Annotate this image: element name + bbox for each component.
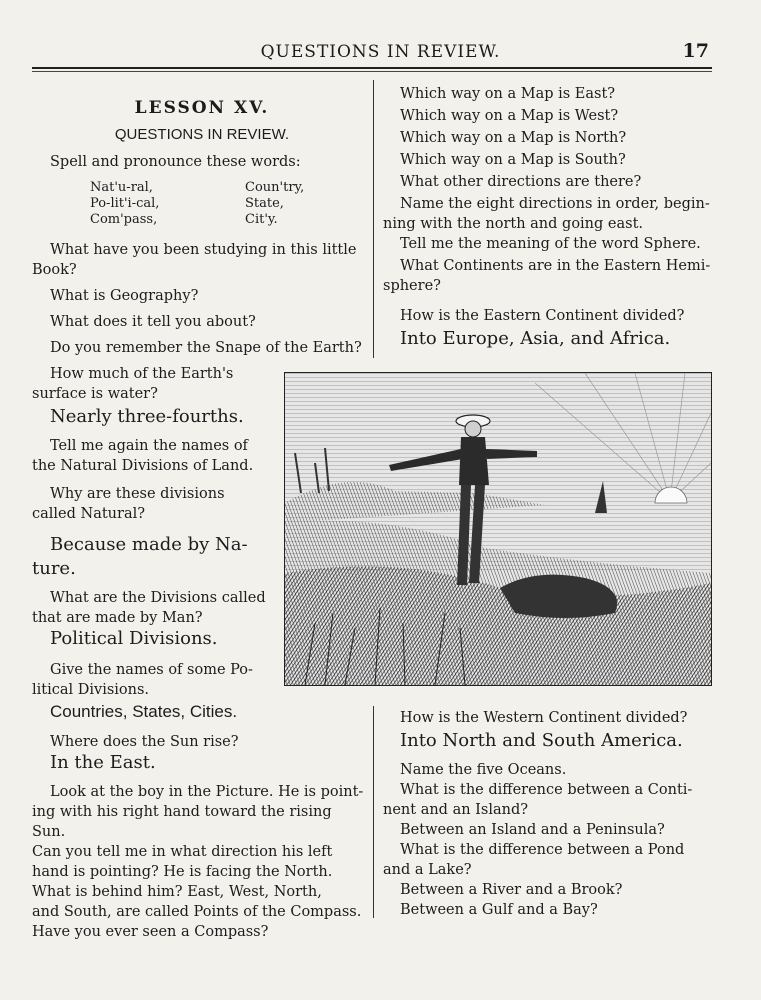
- question: What is the difference between a Pond: [400, 842, 685, 858]
- question: Where does the Sun rise?: [50, 734, 239, 750]
- question: What does it tell you about?: [50, 314, 256, 330]
- word-list-1: [90, 180, 159, 228]
- question: How much of the Earth's: [50, 366, 234, 382]
- running-title: QUESTIONS IN REVIEW.: [260, 42, 501, 62]
- paragraph-line: Have you ever seen a Compass?: [32, 924, 269, 940]
- page-number: 17: [682, 40, 709, 62]
- question: What other directions are there?: [400, 174, 642, 190]
- header-rule-thin: [32, 71, 712, 72]
- question: Which way on a Map is East?: [400, 86, 616, 102]
- question: Between an Island and a Peninsula?: [400, 822, 665, 838]
- column-divider: [373, 706, 374, 918]
- question: What Continents are in the Eastern Hemi-: [400, 258, 711, 274]
- question: Give the names of some Po-: [50, 662, 253, 678]
- question: Which way on a Map is North?: [400, 130, 627, 146]
- question: Which way on a Map is South?: [400, 152, 626, 168]
- question: litical Divisions.: [32, 682, 150, 698]
- question: Do you remember the Snape of the Earth?: [50, 340, 362, 356]
- lesson-subheading: QUESTIONS IN REVIEW.: [114, 126, 290, 143]
- question: Book?: [32, 262, 77, 278]
- question: Name the five Oceans.: [400, 762, 567, 778]
- question: Which way on a Map is West?: [400, 108, 619, 124]
- question: What is the difference between a Conti-: [400, 782, 693, 798]
- word-list-2: [245, 180, 304, 228]
- word: State,: [245, 196, 284, 211]
- boy-at-seashore-illustration: [284, 372, 712, 686]
- question: surface is water?: [32, 386, 158, 402]
- question: sphere?: [383, 278, 441, 294]
- word: Coun'try,: [245, 180, 305, 195]
- picture-paragraph: [32, 782, 364, 942]
- paragraph-line: What is behind him? East, West, North,: [32, 884, 322, 900]
- answer: Into North and South America.: [400, 730, 683, 751]
- paragraph-line: hand is pointing? He is facing the North.: [32, 864, 333, 880]
- word: Po-lit'i-cal,: [90, 196, 160, 211]
- answer: ture.: [32, 558, 76, 579]
- question: Between a Gulf and a Bay?: [400, 902, 598, 918]
- question: called Natural?: [32, 506, 145, 522]
- question: What is Geography?: [50, 288, 199, 304]
- question: nent and an Island?: [383, 802, 529, 818]
- question: Between a River and a Brook?: [400, 882, 623, 898]
- word: Com'pass,: [90, 212, 158, 227]
- question: ning with the north and going east.: [383, 216, 644, 232]
- question: What are the Divisions called: [50, 590, 266, 606]
- paragraph-line: Look at the boy in the Picture. He is point-: [50, 784, 364, 800]
- lesson-heading: LESSON XV.: [134, 98, 270, 118]
- paragraph-line: Can you tell me in what direction his left: [32, 844, 333, 860]
- answer: Because made by Na-: [50, 534, 248, 555]
- answer: Into Europe, Asia, and Africa.: [400, 328, 671, 349]
- question: How is the Western Continent divided?: [400, 710, 688, 726]
- answer: Countries, States, Cities.: [50, 702, 238, 721]
- header-rule: [32, 67, 712, 69]
- engraving: [285, 373, 711, 685]
- answer: Nearly three-fourths.: [50, 406, 244, 427]
- paragraph-line: and South, are called Points of the Compass.: [32, 904, 362, 920]
- word: Cit'y.: [245, 212, 278, 227]
- answer: In the East.: [50, 752, 156, 773]
- question: Why are these divisions: [50, 486, 225, 502]
- paragraph-line: ing with his right hand toward the rising Sun.: [32, 804, 332, 840]
- question: What have you been studying in this little: [50, 242, 357, 258]
- question: Tell me again the names of: [50, 438, 248, 454]
- question: the Natural Divisions of Land.: [32, 458, 254, 474]
- question: How is the Eastern Continent divided?: [400, 308, 685, 324]
- question: that are made by Man?: [32, 610, 203, 626]
- question: Name the eight directions in order, begin-: [400, 196, 710, 212]
- question: and a Lake?: [383, 862, 472, 878]
- column-divider: [373, 80, 374, 358]
- spell-intro: Spell and pronounce these words:: [50, 154, 301, 170]
- question: Tell me the meaning of the word Sphere.: [400, 236, 701, 252]
- answer: Political Divisions.: [50, 628, 218, 649]
- word: Nat'u-ral,: [90, 180, 153, 195]
